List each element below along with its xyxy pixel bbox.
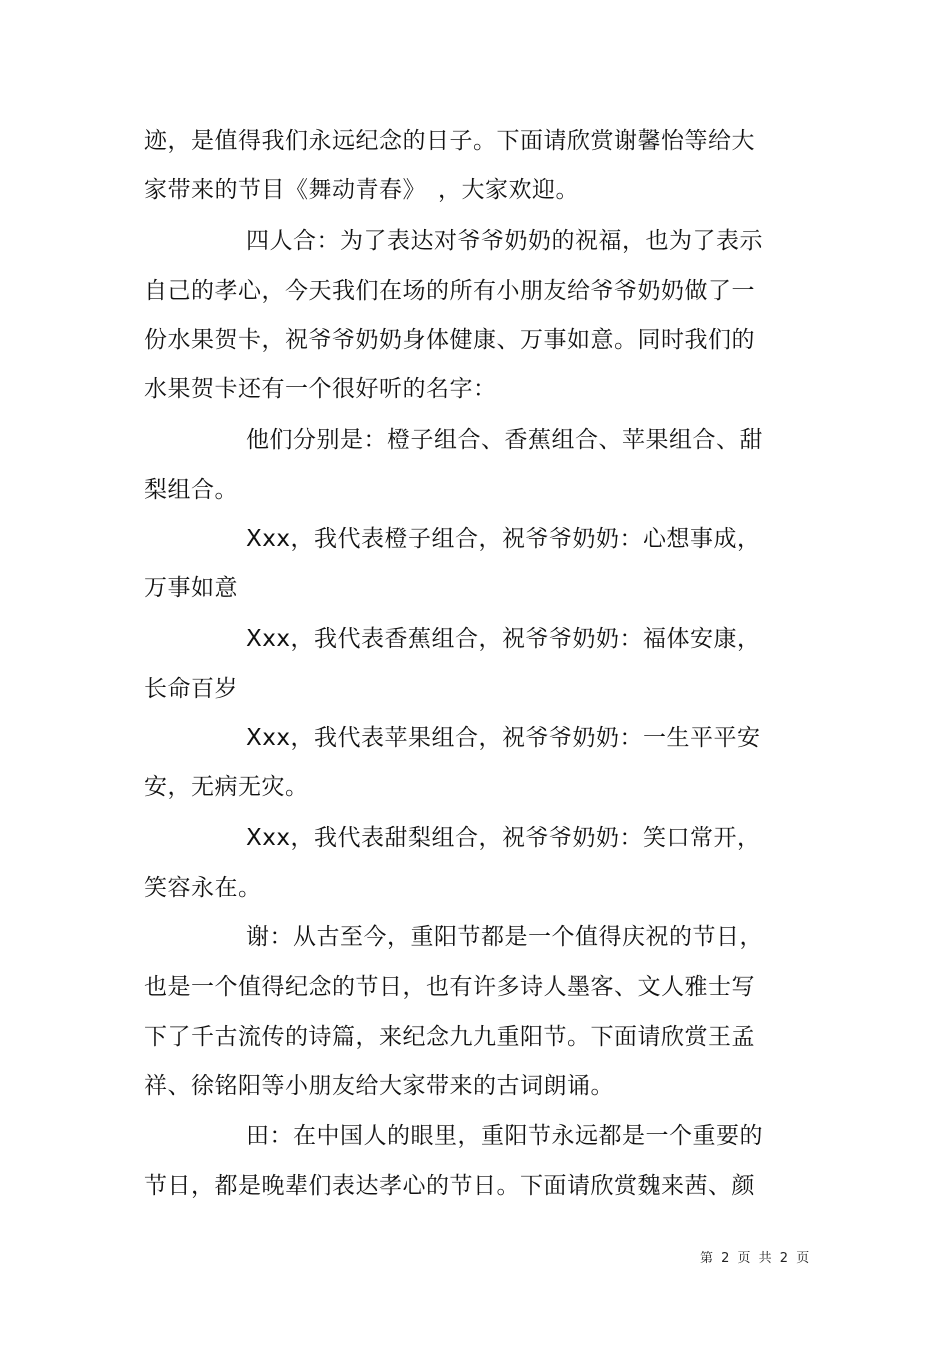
text-line: 谢：从古至今，重阳节都是一个值得庆祝的节日，	[246, 924, 763, 950]
text-line: 下了千古流传的诗篇，来纪念九九重阳节。下面请欣赏王孟	[144, 1024, 755, 1050]
text-line: 份水果贺卡，祝爷爷奶奶身体健康、万事如意。同时我们的	[144, 327, 755, 353]
text-line: 自己的孝心，今天我们在场的所有小朋友给爷爷奶奶做了一	[144, 278, 755, 304]
text-line: Xxx，我代表苹果组合，祝爷爷奶奶：一生平平安	[246, 725, 761, 751]
text-line: 节日，都是晚辈们表达孝心的节日。下面请欣赏魏来茜、颜	[144, 1173, 755, 1199]
text-line: Xxx，我代表甜梨组合，祝爷爷奶奶：笑口常开，	[246, 825, 761, 851]
text-line: 田：在中国人的眼里，重阳节永远都是一个重要的	[246, 1123, 763, 1149]
text-line: 他们分别是：橙子组合、香蕉组合、苹果组合、甜	[246, 427, 763, 453]
text-line: 四人合：为了表达对爷爷奶奶的祝福，也为了表示	[246, 228, 763, 254]
text-line: 万事如意	[144, 575, 238, 601]
text-line: 安，无病无灾。	[144, 774, 309, 800]
text-line: 笑容永在。	[144, 875, 262, 901]
text-line: 水果贺卡还有一个很好听的名字：	[144, 376, 497, 402]
text-line: 迹，是值得我们永远纪念的日子。下面请欣赏谢馨怡等给大	[144, 128, 755, 154]
text-line: 长命百岁	[144, 676, 238, 702]
text-line: 家带来的节目《舞动青春》 ，大家欢迎。	[144, 177, 579, 203]
page-number-footer: 第 2 页 共 2 页	[700, 1251, 812, 1266]
text-line: 也是一个值得纪念的节日，也有许多诗人墨客、文人雅士写	[144, 974, 755, 1000]
text-line: 梨组合。	[144, 477, 238, 503]
text-line: Xxx，我代表橙子组合，祝爷爷奶奶：心想事成，	[246, 526, 761, 552]
text-line: Xxx，我代表香蕉组合，祝爷爷奶奶：福体安康，	[246, 626, 761, 652]
text-line: 祥、徐铭阳等小朋友给大家带来的古词朗诵。	[144, 1073, 614, 1099]
